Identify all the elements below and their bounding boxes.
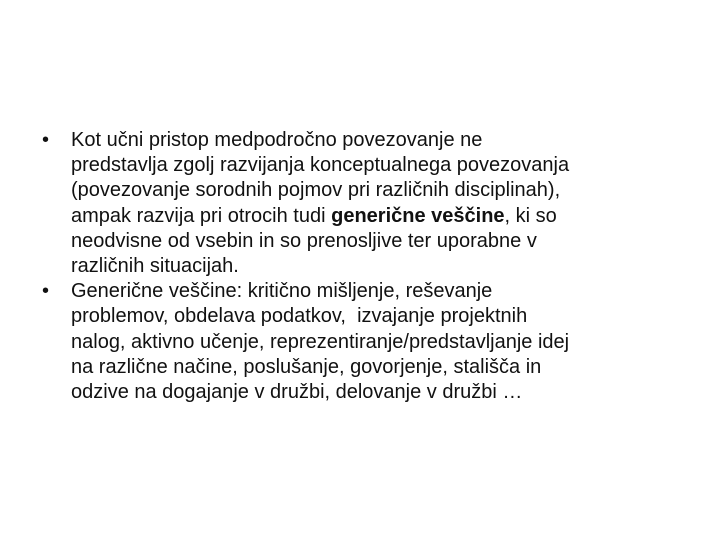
bullet-text-line: odzive na dogajanje v družbi, delovanje v družbi … bbox=[71, 381, 523, 404]
bullet-text-segment: , ki so bbox=[504, 204, 557, 227]
bullet-text-line: (povezovanje sorodnih pojmov pri različnih disciplinah), bbox=[71, 179, 561, 202]
bullet-text-line bbox=[71, 204, 702, 229]
bullet-marker: • bbox=[42, 280, 50, 303]
bullet-list bbox=[42, 128, 702, 405]
bullet-text-line: na različne načine, poslušanje, govorjenje, stališča in bbox=[71, 355, 542, 378]
bullet-text-line: problemov, obdelava podatkov, izvajanje projektnih bbox=[71, 305, 528, 328]
bullet-item bbox=[42, 128, 702, 279]
bullet-text-line: Generične veščine: kritično mišljenje, reševanje bbox=[71, 280, 493, 303]
bullet-text-line: nalog, aktivno učenje, reprezentiranje/predstavljanje idej bbox=[71, 330, 570, 353]
bullet-text-line: Kot učni pristop medpodročno povezovanje ne bbox=[71, 129, 483, 151]
bullet-text-line: predstavlja zgolj razvijanja konceptualnega povezovanja bbox=[71, 154, 570, 177]
emphasis-text: generične veščine bbox=[331, 204, 505, 227]
bullet-marker: • bbox=[42, 129, 50, 151]
bullet-text-segment: ampak razvija pri otrocih tudi bbox=[71, 204, 332, 227]
bullet-item bbox=[42, 279, 702, 405]
bullet-text-line: neodvisne od vsebin in so prenosljive ter uporabne v bbox=[71, 229, 537, 252]
bullet-text-line: različnih situacijah. bbox=[71, 255, 239, 278]
